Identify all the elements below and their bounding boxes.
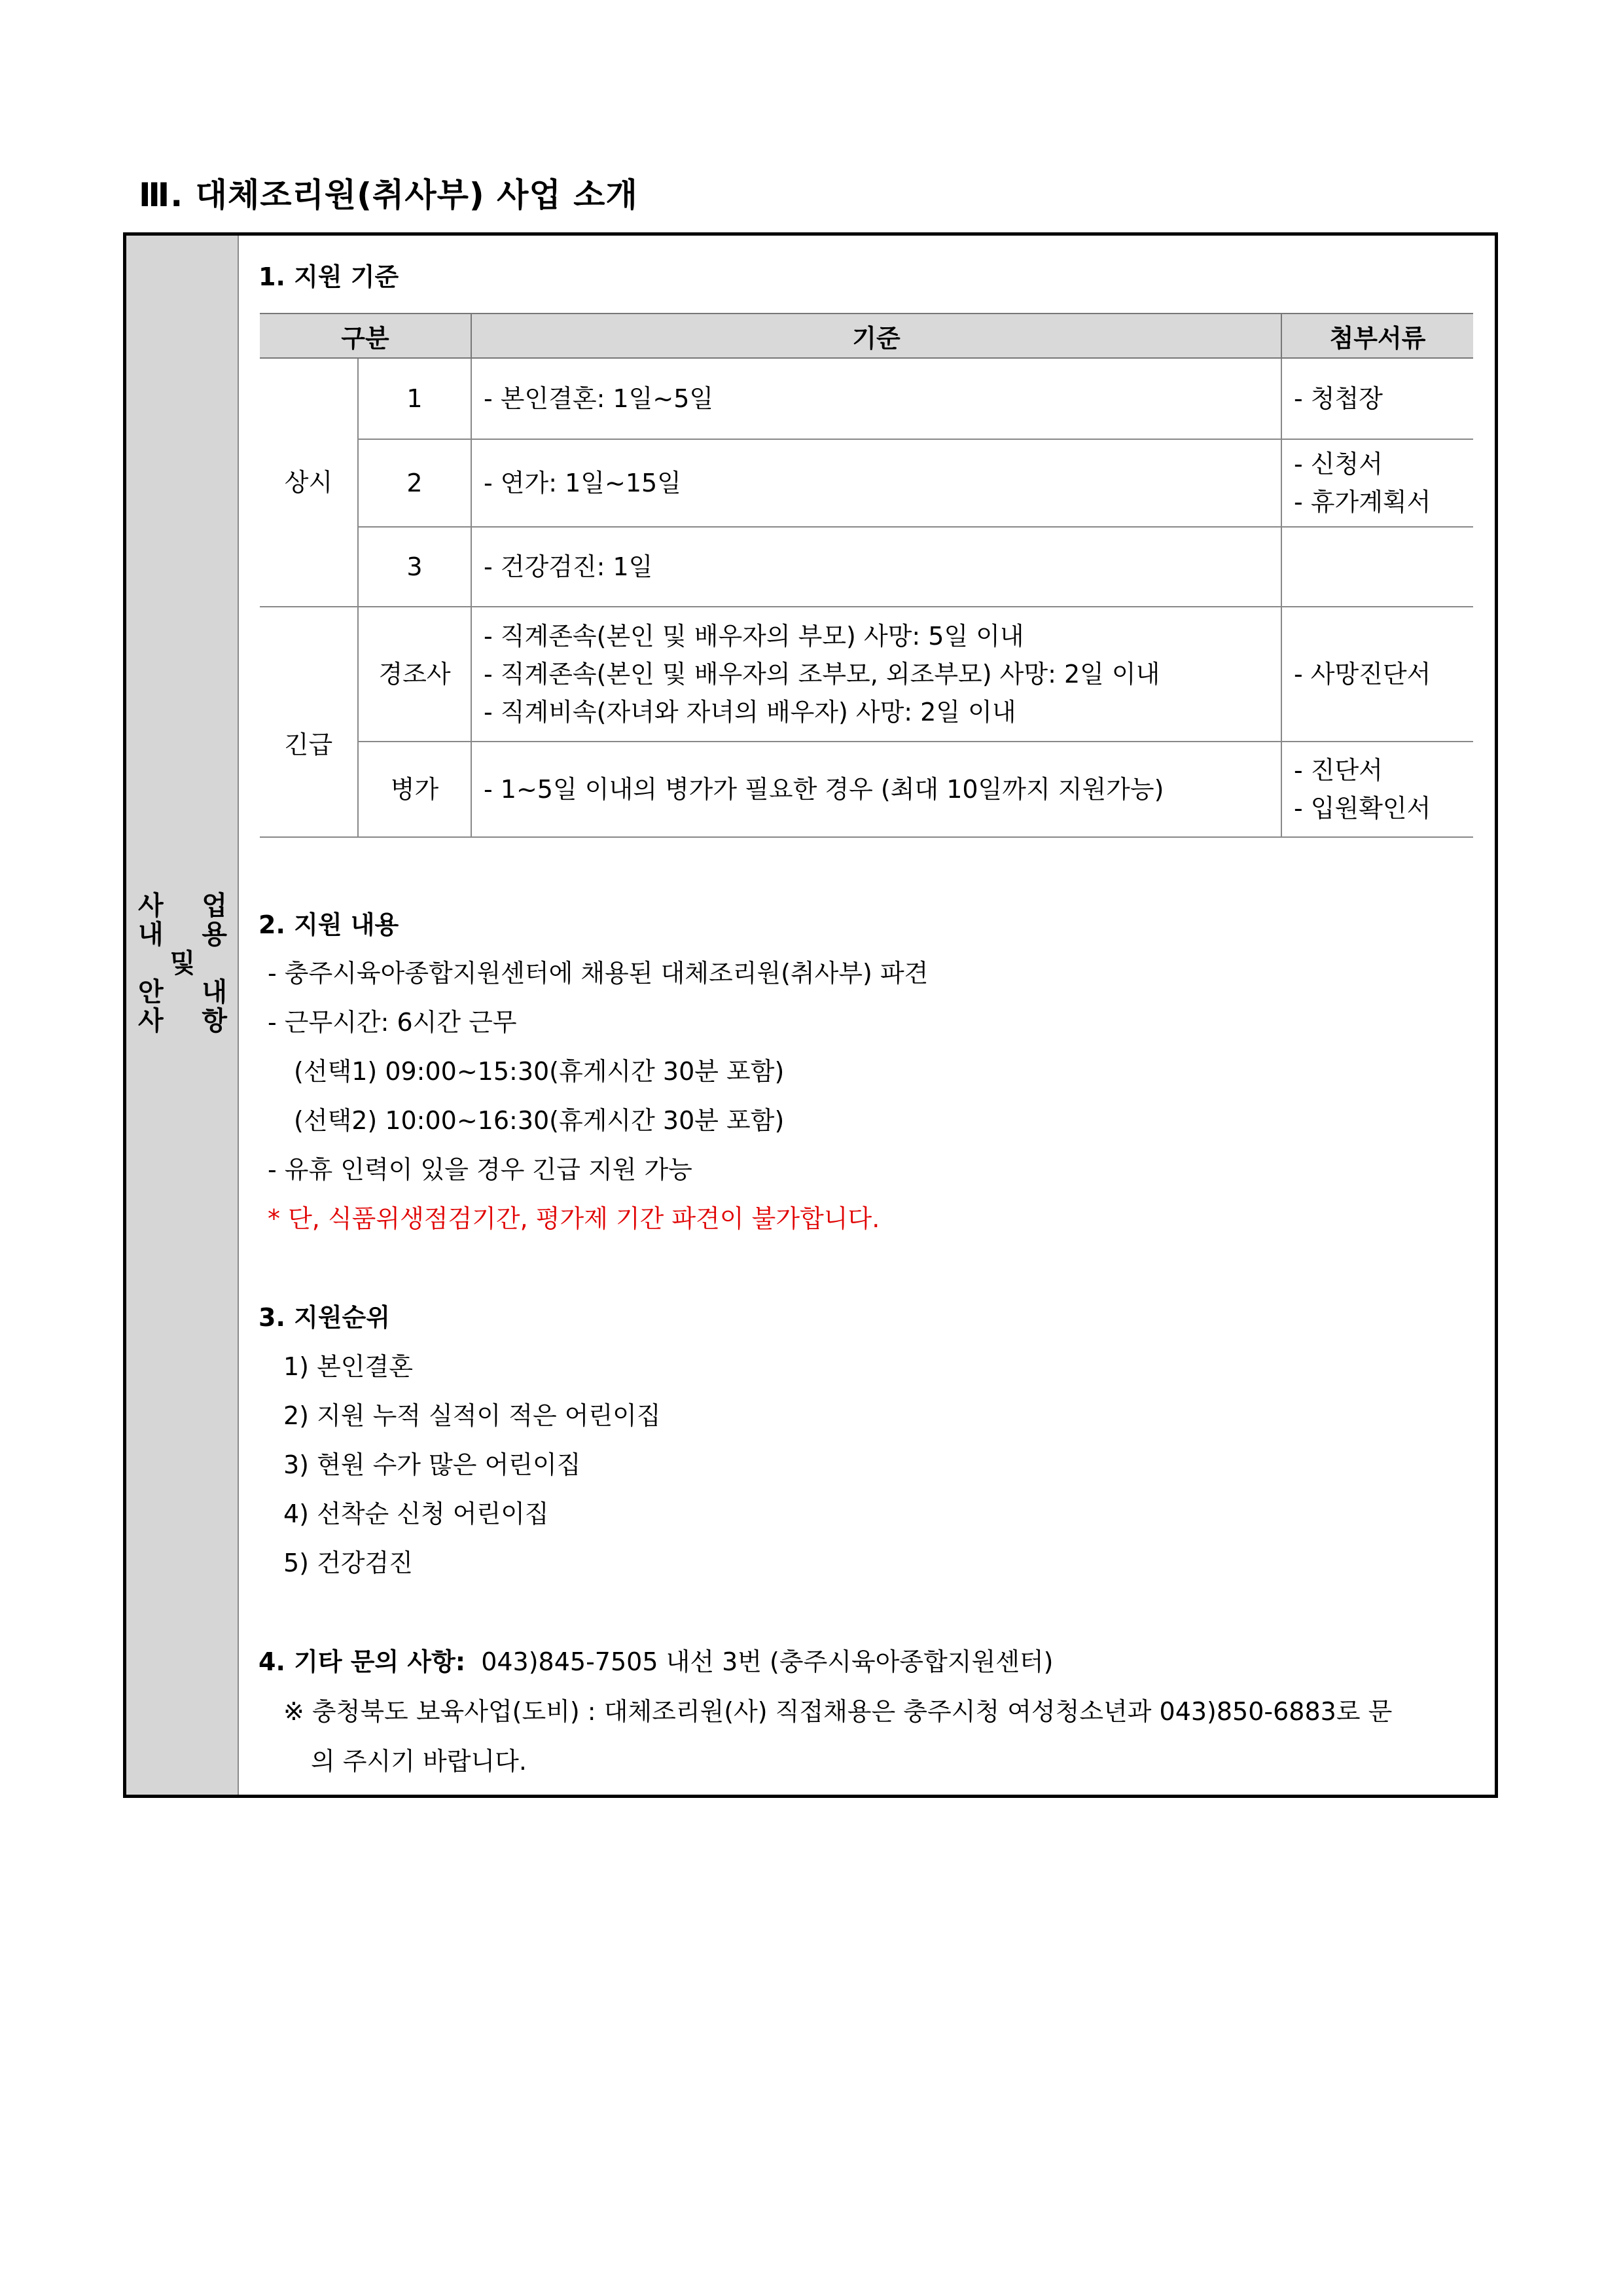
section4-title: 4. 기타 문의 사항: [259,1647,466,1676]
side-char: 사 [138,891,164,921]
inquiry-note-cont: 의 주시기 바랍니다. [311,1747,527,1776]
side-char: 용 [202,920,227,950]
header-documents: 첨부서류 [1281,314,1473,358]
side-panel [126,236,239,1795]
content-area [239,236,1495,1795]
side-char: 및 [169,948,196,978]
support-line: (선택1) 09:00~15:30(휴게시간 30분 포함) [294,1057,785,1086]
section3-title: 3. 지원순위 [259,1303,390,1332]
row-criteria [471,742,1281,837]
table-row [260,527,1473,607]
inquiry-note: ※ 충청북도 보육사업(도비) : 대체조리원(사) 직접채용은 충주시청 여성청소년과 043)850-6883로 문 [283,1697,1393,1726]
row-criteria [471,439,1281,527]
group-urgent: 긴급 [260,607,358,837]
row-docs [1281,742,1473,837]
side-label [138,891,227,1035]
doc-line: - 신청서 [1294,450,1383,478]
criteria-line: - 직계존속(본인 및 배우자의 부모) 사망: 5일 이내 [484,622,1024,651]
criteria-line: - 연가: 1일~15일 [484,469,681,497]
criteria-line: - 건강검진: 1일 [484,552,653,581]
support-line: - 근무시간: 6시간 근무 [268,1008,517,1037]
criteria-line: - 본인결혼: 1일~5일 [484,384,714,413]
priority-item: 1) 본인결혼 [283,1352,413,1381]
support-note: * 단, 식품위생점검기간, 평가제 기간 파견이 불가합니다. [268,1204,880,1233]
side-char: 항 [202,1006,227,1036]
header-category: 구분 [260,314,471,358]
row-docs [1281,358,1473,439]
criteria-line: - 1~5일 이내의 병가가 필요한 경우 (최대 10일까지 지원가능) [484,775,1164,804]
side-char: 내 [202,977,227,1007]
support-line: - 유휴 인력이 있을 경우 긴급 지원 가능 [268,1155,692,1184]
doc-line: - 사망진단서 [1294,660,1431,689]
side-char: 안 [138,977,164,1007]
header-criteria: 기준 [471,314,1281,358]
priority-item: 5) 건강검진 [283,1549,413,1577]
section1-title: 1. 지원 기준 [259,262,399,291]
group-regular: 상시 [260,358,358,607]
row-sub: 병가 [358,742,471,837]
criteria-line: - 직계존속(본인 및 배우자의 조부모, 외조부모) 사망: 2일 이내 [484,660,1160,689]
row-criteria [471,527,1281,607]
criteria-table [260,313,1473,838]
row-docs [1281,607,1473,742]
side-char: 업 [202,891,227,921]
table-row [260,439,1473,527]
doc-line: - 입원확인서 [1294,794,1431,823]
inquiry-contact: 043)845-7505 내선 3번 (충주시육아종합지원센터) [481,1647,1054,1676]
row-criteria [471,607,1281,742]
row-docs [1281,439,1473,527]
inquiry-line [259,1641,1053,1677]
side-char: 내 [138,920,164,950]
priority-item: 4) 선착순 신청 어린이집 [283,1499,549,1528]
row-sub: 2 [358,439,471,527]
table-row [260,742,1473,837]
doc-line: - 휴가계획서 [1294,488,1431,516]
page-title: Ⅲ. 대체조리원(취사부) 사업 소개 [139,176,638,214]
table-row [260,358,1473,439]
row-sub: 경조사 [358,607,471,742]
row-sub: 3 [358,527,471,607]
row-sub: 1 [358,358,471,439]
table-header-row [260,314,1473,358]
doc-line: - 청첩장 [1294,384,1383,413]
criteria-line: - 직계비속(자녀와 자녀의 배우자) 사망: 2일 이내 [484,698,1016,726]
priority-item: 3) 현원 수가 많은 어린이집 [283,1450,581,1479]
content-frame [123,232,1498,1798]
support-line: - 충주시육아종합지원센터에 채용된 대체조리원(취사부) 파견 [268,959,929,988]
section2-title: 2. 지원 내용 [259,910,399,939]
table-row [260,607,1473,742]
side-char: 사 [138,1006,164,1036]
priority-item: 2) 지원 누적 실적이 적은 어린이집 [283,1401,661,1430]
doc-line: - 진단서 [1294,756,1383,785]
row-docs [1281,527,1473,607]
support-line: (선택2) 10:00~16:30(휴게시간 30분 포함) [294,1106,785,1135]
row-criteria [471,358,1281,439]
